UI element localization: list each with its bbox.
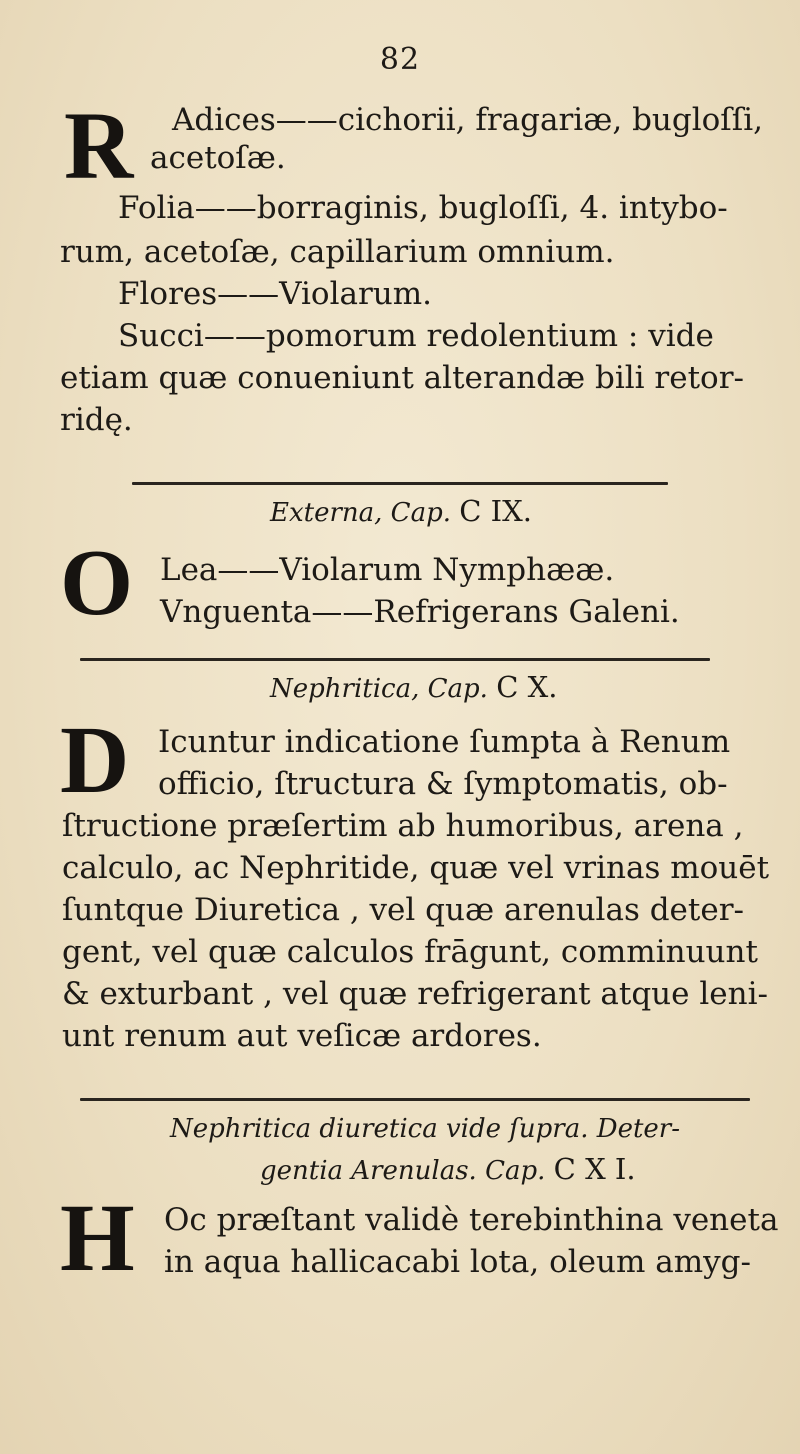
text-line: & exturbant , vel quæ refrigerant atque leni- [62,976,768,1012]
text-line: gent, vel quæ calculos frāgunt, comminuunt [62,934,758,970]
text-line: acetoſæ. [150,140,286,176]
text-line: Oc præſtant validè terebinthina veneta [164,1202,779,1238]
dropcap-h: H [60,1184,135,1291]
dropcap-r: R [64,92,134,199]
text-line: Adices——cichorii, fragariæ, bugloſſi, [172,102,764,138]
section-heading-diuretica-2 [260,1152,636,1188]
text-line: calculo, ac Nephritide, quæ vel vrinas mouēt [62,850,770,886]
section-divider [132,482,668,485]
section-nephritica [60,706,770,1076]
text-line: unt renum aut veſicæ ardores. [62,1018,542,1054]
heading-chapter: C IX. [459,494,532,528]
heading-chapter: C X. [496,670,558,704]
section-heading-externa [270,494,532,530]
heading-italic: Nephritica, Cap. [270,674,488,704]
heading-chapter: C X I. [553,1152,636,1186]
section-divider [80,658,710,661]
section-divider [80,1098,750,1101]
text-line: ſtructione præſertim ab humoribus, arena , [62,808,744,844]
heading-line-1: Nephritica diuretica vide ſupra. Deter- [170,1114,681,1144]
text-line: in aqua hallicacabi lota, oleum amyg- [164,1244,751,1280]
text-line: Flores——Violarum. [118,276,433,312]
text-line: Folia——borraginis, bugloſſi, 4. intybo- [118,190,728,226]
page-number: 82 [379,42,421,77]
text-line: Lea——Violarum Nymphææ. [160,552,615,588]
dropcap-d: D [60,706,130,813]
text-line: ridę. [60,402,133,438]
section-diuretica [60,1184,779,1304]
text-line: Succi——pomorum redolentium : vide [118,318,714,354]
text-line: Vnguenta——Refrigerans Galeni. [160,594,680,630]
text-line: etiam quæ conueniunt alterandæ bili retor- [60,360,744,396]
text-line: Icuntur indicatione ſumpta à Renum [158,724,731,760]
dropcap-o: O [60,531,134,635]
heading-italic: Externa, Cap. [270,498,451,528]
section-externa [60,531,764,638]
section-heading-diuretica [170,1112,680,1146]
text-line: rum, acetoſæ, capillarium omnium. [60,234,615,270]
section-radices [60,92,764,438]
text-line: officio, ſtructura & ſymptomatis, ob- [158,766,728,802]
heading-italic: gentia Arenulas. Cap. [260,1156,546,1186]
section-heading-nephritica [270,670,557,706]
text-line: ſuntque Diuretica , vel quæ arenulas deter- [62,892,744,928]
